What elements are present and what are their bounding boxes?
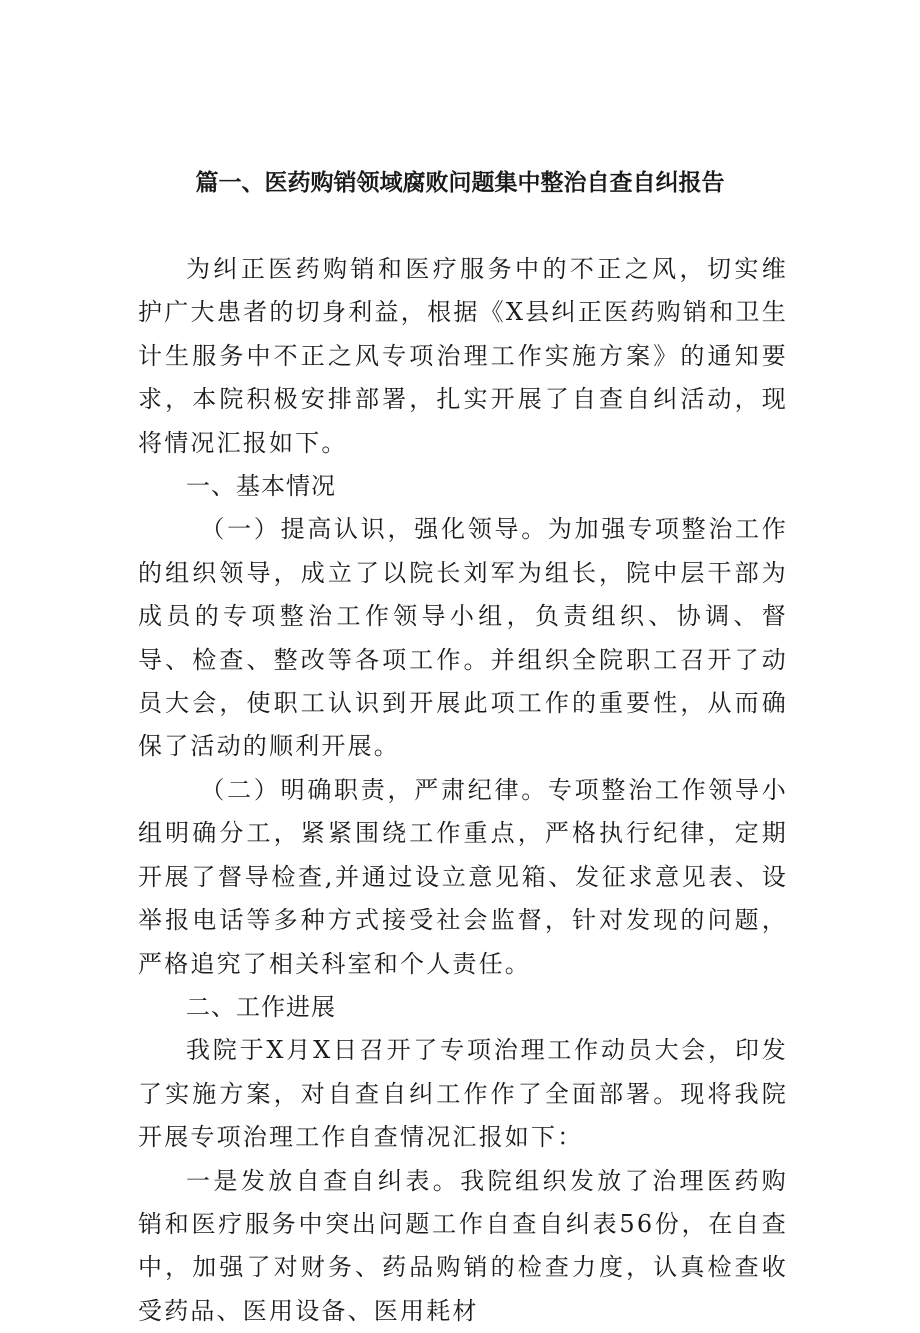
- paragraph-intro: 为纠正医药购销和医疗服务中的不正之风，切实维护广大患者的切身利益，根据《X县纠正医药购销和卫生计生服务中不正之风专项治理工作实施方案》的通知要求，本院积极安排部署，扎实开展了自查自纠活动，现将情况汇报如下。: [138, 255, 788, 457]
- paragraph-progress: 我院于X月X日召开了专项治理工作动员大会，印发了实施方案，对自查自纠工作作了全面部署。现将我院开展专项治理工作自查情况汇报如下：: [138, 1036, 788, 1152]
- document-title: 篇一、医药购销领域腐败问题集中整治自查自纠报告: [195, 170, 725, 196]
- section-heading-work-progress: 二、工作进展: [186, 992, 336, 1021]
- document-body: [138, 248, 788, 1333]
- paragraph-subsection-1: （一）提高认识，强化领导。为加强专项整治工作的组织领导，成立了以院长刘军为组长，院中层干部为成员的专项整治工作领导小组，负责组织、协调、督导、检查、整改等各项工作。并组织全院职工召开了动员大会，使职工认识到开展此项工作的重要性，从而确保了活动的顺利开展。: [138, 515, 788, 761]
- section-heading-basic-situation: 一、基本情况: [186, 472, 336, 501]
- paragraph-self-check: 一是发放自查自纠表。我院组织发放了治理医药购销和医疗服务中突出问题工作自查自纠表56份，在自查中，加强了对财务、药品购销的检查力度，认真检查收受药品、医用设备、医用耗材: [138, 1166, 788, 1325]
- paragraph-subsection-2: （二）明确职责，严肃纪律。专项整治工作领导小组明确分工，紧紧围绕工作重点，严格执行纪律，定期开展了督导检查,并通过设立意见箱、发征求意见表、设举报电话等多种方式接受社会监督，针对发现的问题，严格追究了相关科室和个人责任。: [138, 775, 788, 978]
